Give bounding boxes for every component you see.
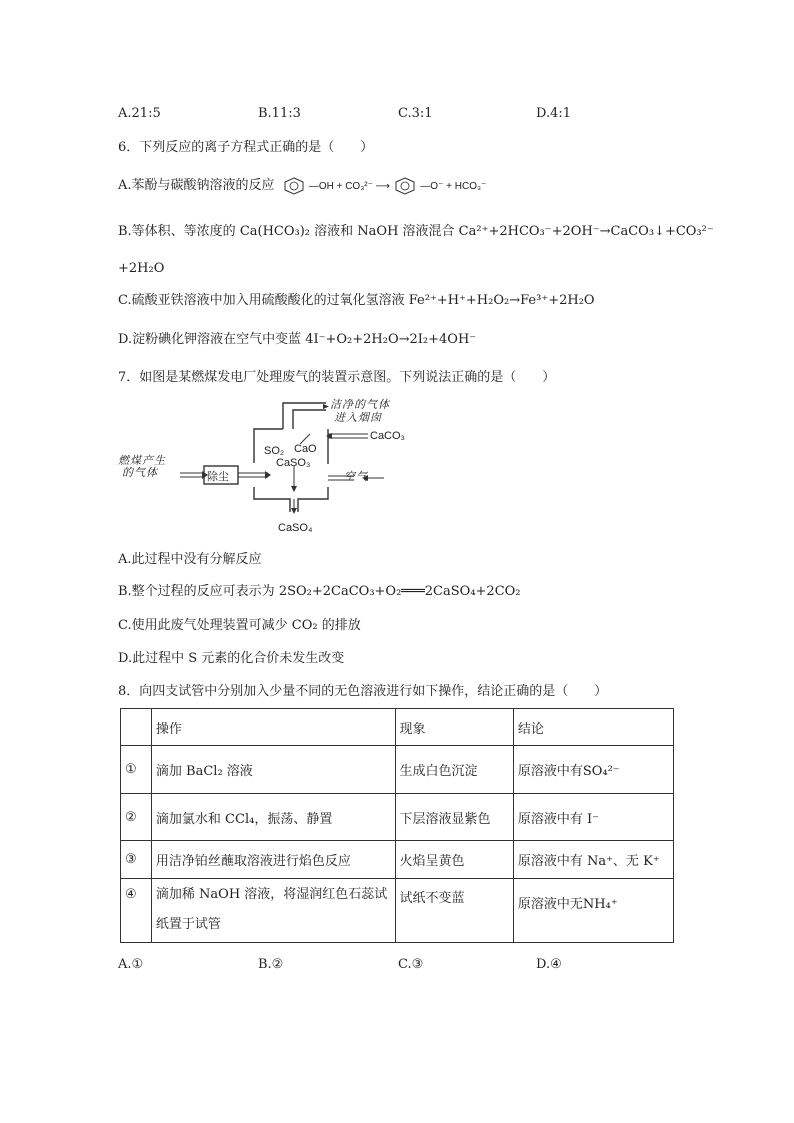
cao-label: CaO bbox=[294, 443, 317, 455]
table-row bbox=[121, 794, 674, 841]
row-num: ② bbox=[121, 794, 152, 841]
row-num: ③ bbox=[121, 841, 152, 879]
row-conclusion: 原溶液中无NH₄⁺ bbox=[513, 879, 673, 943]
q6-stem: 6．下列反应的离子方程式正确的是（ ） bbox=[118, 140, 374, 155]
header-cell-conclusion: 结论 bbox=[513, 709, 673, 746]
q5-option-c[interactable]: C.3:1 bbox=[398, 106, 433, 121]
clean-gas-label-line1: 洁净的气体 bbox=[330, 398, 390, 411]
q5-option-b[interactable]: B.11:3 bbox=[258, 106, 301, 121]
q6-option-a-text: A.苯酚与碳酸钠溶液的反应 bbox=[118, 178, 275, 193]
caco3-label: CaCO₃ bbox=[370, 430, 406, 442]
q6-option-c[interactable]: C.硫酸亚铁溶液中加入用硫酸酸化的过氧化氢溶液 Fe²⁺+H⁺+H₂O₂→Fe³⁺+2H₂O bbox=[118, 293, 595, 308]
q8-table bbox=[120, 708, 674, 943]
dust-removal-label: 除尘 bbox=[207, 470, 229, 483]
q5-option-d[interactable]: D.4:1 bbox=[536, 106, 572, 121]
row-observation: 试纸不变蓝 bbox=[395, 879, 513, 943]
header-cell-num bbox=[121, 709, 152, 746]
row-conclusion: 原溶液中有SO₄²⁻ bbox=[513, 746, 673, 794]
so2-label: SO₂ bbox=[264, 445, 285, 457]
q6-option-a[interactable] bbox=[118, 176, 486, 197]
row-operation-line2: 纸置于试管 bbox=[155, 917, 221, 932]
table-header-row bbox=[121, 709, 674, 746]
header-cell-operation: 操作 bbox=[151, 709, 395, 746]
q8-option-c[interactable]: C.③ bbox=[398, 957, 424, 972]
q8-option-a[interactable]: A.① bbox=[118, 957, 144, 972]
row-operation bbox=[151, 879, 395, 943]
inlet-label-line1: 燃煤产生 bbox=[118, 454, 166, 467]
table-row bbox=[121, 841, 674, 879]
caso4-label: CaSO₄ bbox=[278, 522, 313, 534]
q6-a-eq-right: —O⁻ + HCO₃⁻ bbox=[420, 181, 487, 192]
q6-option-b-cont: +2H₂O bbox=[118, 261, 165, 276]
q7-option-c[interactable]: C.使用此废气处理装置可减少 CO₂ 的排放 bbox=[118, 618, 361, 633]
q7-option-a[interactable]: A.此过程中没有分解反应 bbox=[118, 552, 262, 567]
q7-option-d[interactable]: D.此过程中 S 元素的化合价未发生改变 bbox=[118, 651, 345, 666]
q6-option-b[interactable]: B.等体积、等浓度的 Ca(HCO₃)₂ 溶液和 NaOH 溶液混合 Ca²⁺+2HCO₃⁻+2OH⁻→CaCO₃↓+CO₃²⁻ bbox=[118, 224, 714, 239]
q5-option-a[interactable]: A.21:5 bbox=[118, 106, 161, 121]
row-observation: 下层溶液显紫色 bbox=[395, 794, 513, 841]
row-operation: 滴加 BaCl₂ 溶液 bbox=[151, 746, 395, 794]
q8-stem: 8．向四支试管中分别加入少量不同的无色溶液进行如下操作，结论正确的是（ ） bbox=[118, 684, 608, 699]
phenoxide-ring-icon bbox=[394, 177, 416, 195]
row-observation: 生成白色沉淀 bbox=[395, 746, 513, 794]
q7-option-b[interactable]: B.整个过程的反应可表示为 2SO₂+2CaCO₃+O₂═══2CaSO₄+2CO₂ bbox=[118, 584, 521, 599]
caso3-label: CaSO₃ bbox=[276, 457, 311, 469]
row-operation: 用洁净铂丝蘸取溶液进行焰色反应 bbox=[151, 841, 395, 879]
q8-option-b[interactable]: B.② bbox=[258, 957, 284, 972]
row-num: ④ bbox=[121, 879, 152, 943]
table-row bbox=[121, 879, 674, 943]
q7-diagram bbox=[118, 396, 418, 546]
q8-option-d[interactable]: D.④ bbox=[536, 957, 562, 972]
q6-option-d[interactable]: D.淀粉碘化钾溶液在空气中变蓝 4I⁻+O₂+2H₂O→2I₂+4OH⁻ bbox=[118, 332, 477, 347]
air-label: 空气 bbox=[344, 470, 368, 483]
row-conclusion: 原溶液中有 Na⁺、无 K⁺ bbox=[513, 841, 673, 879]
phenol-ring-icon bbox=[283, 177, 305, 195]
header-cell-observation: 现象 bbox=[395, 709, 513, 746]
table-row bbox=[121, 746, 674, 794]
row-num: ① bbox=[121, 746, 152, 794]
row-observation: 火焰呈黄色 bbox=[395, 841, 513, 879]
q6-a-eq-left: —OH + CO₃²⁻ ⟶ bbox=[308, 181, 391, 192]
row-conclusion: 原溶液中有 I⁻ bbox=[513, 794, 673, 841]
inlet-label-line2: 的气体 bbox=[122, 466, 158, 479]
row-operation: 滴加氯水和 CCl₄，振荡、静置 bbox=[151, 794, 395, 841]
row-operation-line1: 滴加稀 NaOH 溶液，将湿润红色石蕊试 bbox=[155, 887, 388, 902]
q7-stem: 7．如图是某燃煤发电厂处理废气的装置示意图。下列说法正确的是（ ） bbox=[118, 370, 556, 385]
clean-gas-label-line2: 进入烟囱 bbox=[334, 411, 382, 424]
